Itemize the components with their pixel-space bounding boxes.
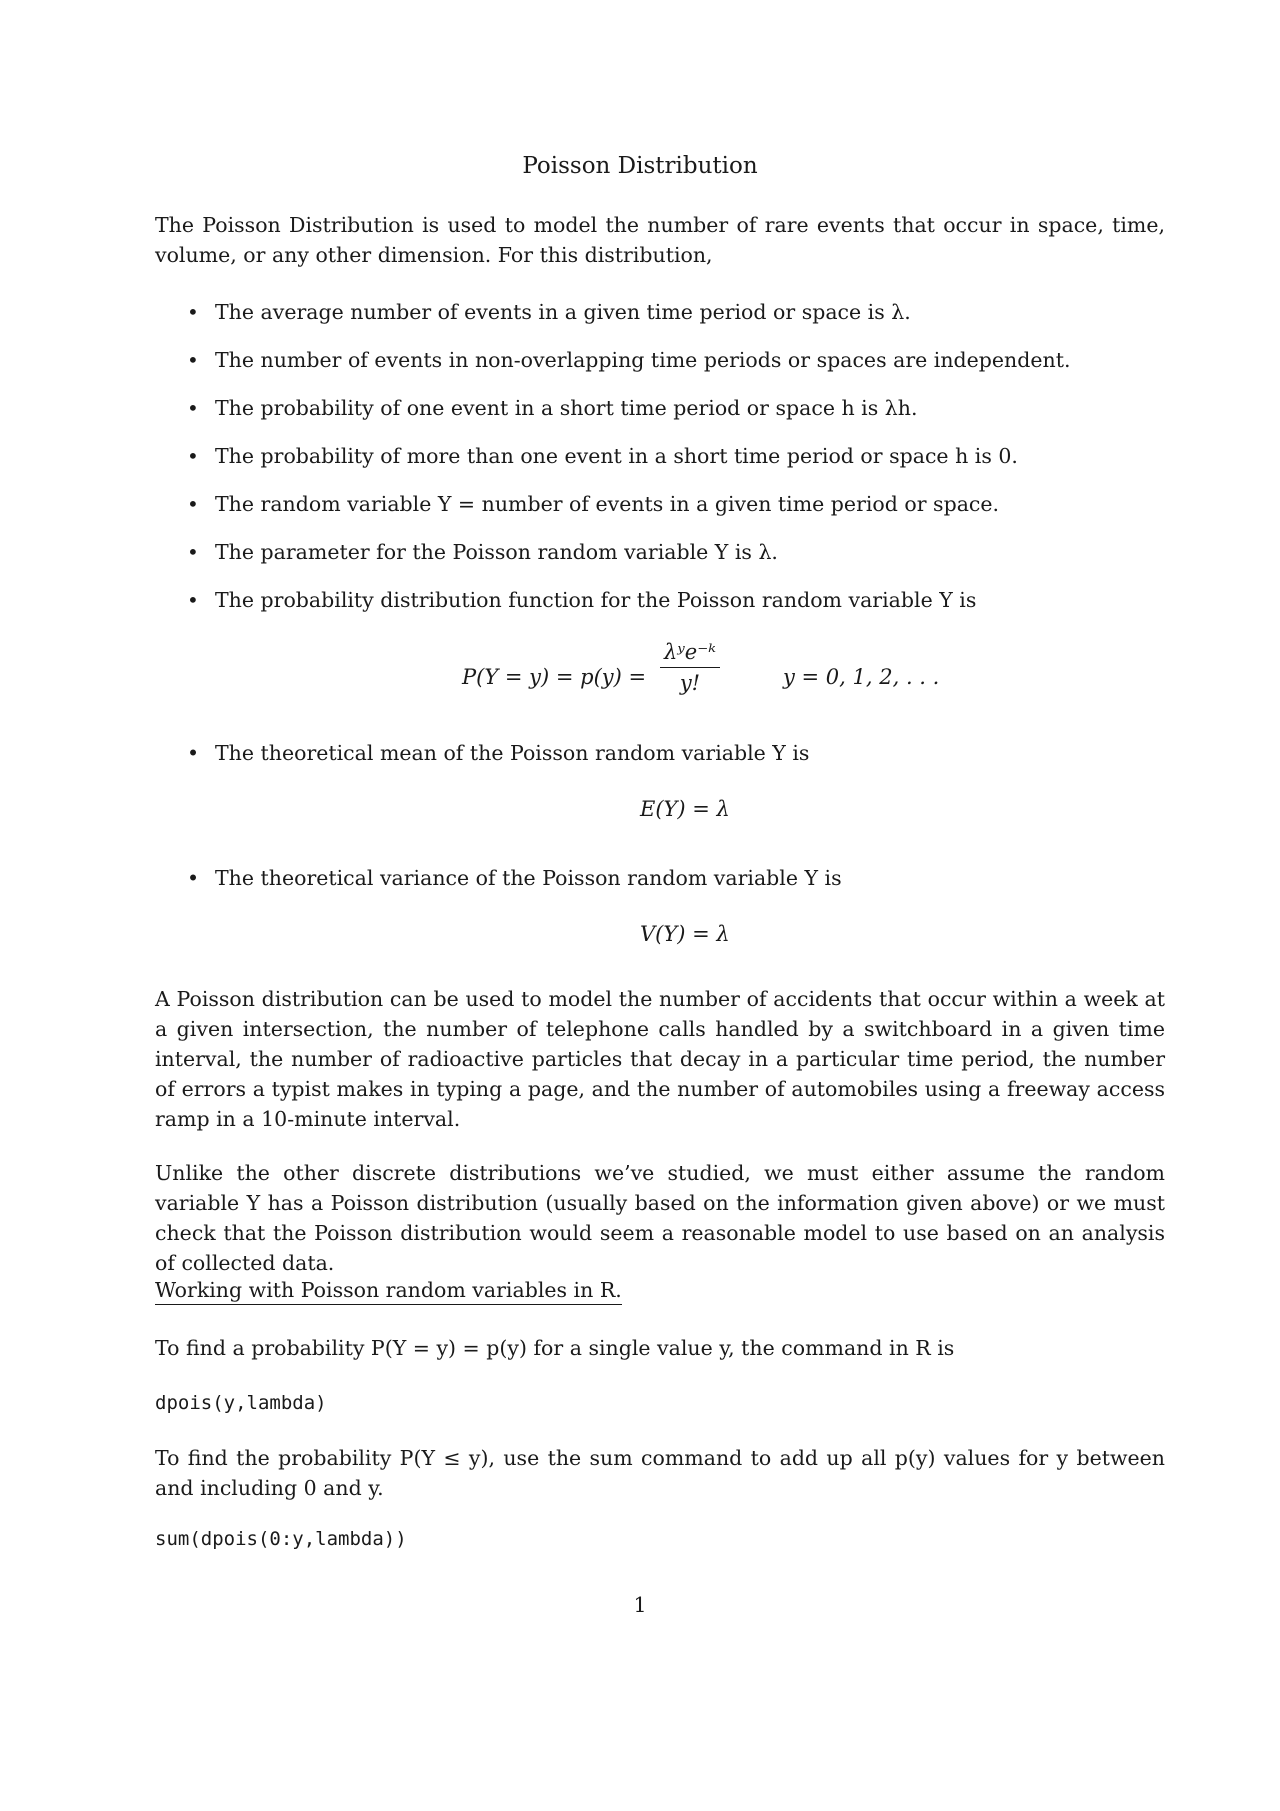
code-sum-dpois: sum(dpois(0:y,lambda)) (155, 1528, 407, 1550)
r-cumulative-paragraph: To find the probability P(Y ≤ y), use the sum command to add up all p(y) values for y between and including 0 and y. (155, 1446, 1165, 1500)
section-heading: Working with Poisson random variables in R. (155, 1278, 622, 1305)
list-item: • The average number of events in a given time period or space is λ. (155, 297, 1165, 327)
page-title: Poisson Distribution (522, 153, 758, 179)
variance-bullet-text: The theoretical variance of the Poisson random variable Y is (215, 866, 842, 890)
list-item: • The number of events in non-overlapping time periods or spaces are independent. (155, 345, 1165, 375)
bullet-dot-icon: • (187, 741, 200, 765)
list-item: • The probability distribution function for the Poisson random variable Y is (155, 585, 1165, 615)
list-item: • The random variable Y = number of events in a given time period or space. (155, 489, 1165, 519)
code-dpois: dpois(y,lambda) (155, 1392, 327, 1414)
list-item: • The probability of more than one event in a short time period or space h is 0. (155, 441, 1165, 471)
pmf-fraction (660, 640, 720, 695)
mean-equation: E(Y) = λ (640, 797, 730, 821)
examples-paragraph: A Poisson distribution can be used to model the number of accidents that occur within a week at a given intersection, the number of telephone calls handled by a switchboard in a given time interval, the number of radioactive particles that decay in a particular time period, the number of errors a typist makes in typing a page, and the number of automobiles using a freeway access ramp in a 10-minute interval. (155, 987, 1165, 1131)
pmf-range: y = 0, 1, 2, . . . (783, 665, 940, 689)
assumption-paragraph: Unlike the other discrete distributions we’ve studied, we must either assume the random variable Y has a Poisson distribution (usually based on the information given above) or we must check that the Poisson distribution would seem a reasonable model to use based on an analysis of collected data. (155, 1161, 1165, 1275)
variance-bullet (155, 863, 1165, 893)
variance-equation: V(Y) = λ (640, 922, 730, 946)
bullet-dot-icon: • (187, 866, 200, 890)
page-number: 1 (633, 1593, 647, 1617)
property-list (155, 297, 1165, 633)
mean-bullet (155, 738, 1165, 768)
r-single-paragraph: To find a probability P(Y = y) = p(y) for a single value y, the command in R is (155, 1336, 955, 1360)
pmf-lhs: P(Y = y) = p(y) = (462, 665, 647, 689)
list-item: • The parameter for the Poisson random variable Y is λ. (155, 537, 1165, 567)
pmf-denominator: y! (679, 671, 701, 695)
pmf-numerator: λʸe⁻ᵏ (660, 640, 720, 668)
intro-paragraph: The Poisson Distribution is used to model the number of rare events that occur in space, time, volume, or any other dimension. For this distribution, (155, 213, 1165, 267)
mean-bullet-text: The theoretical mean of the Poisson random variable Y is (215, 741, 810, 765)
list-item: • The probability of one event in a short time period or space h is λh. (155, 393, 1165, 423)
